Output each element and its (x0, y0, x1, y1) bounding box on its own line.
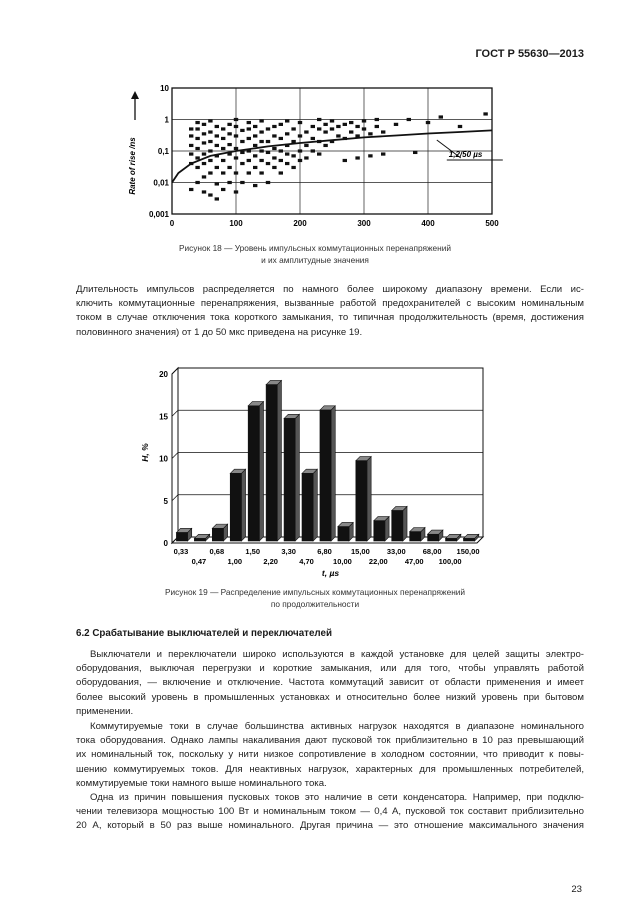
fig19-bar-side (277, 380, 281, 541)
fig18-point (221, 127, 225, 130)
fig19-bar (248, 406, 259, 541)
fig18-point (343, 123, 347, 126)
fig18-point (413, 151, 417, 154)
page-number: 23 (571, 884, 582, 895)
paragraph-1 (76, 283, 584, 340)
fig19-x-tick: 1,00 (227, 557, 243, 566)
fig18-point (259, 140, 263, 143)
fig18-point (317, 152, 321, 155)
fig18-point (234, 171, 238, 174)
fig18-point (317, 127, 321, 130)
fig18-point (227, 123, 231, 126)
fig18-point (362, 119, 366, 122)
p3-line: коммутируемые токи намного выше номинального тока. (76, 777, 327, 789)
fig18-point (298, 149, 302, 152)
fig18-point (227, 166, 231, 169)
fig19-y-tick: 20 (159, 370, 168, 379)
fig18-point (311, 125, 315, 128)
fig18-point (272, 125, 276, 128)
fig19-x-tick: 3,30 (281, 547, 296, 556)
fig18-point (330, 119, 334, 122)
fig18-point (259, 171, 263, 174)
fig18-point (381, 130, 385, 133)
fig18-point (215, 144, 219, 147)
fig18-y-tick: 1 (164, 115, 169, 125)
fig19-bar (320, 410, 331, 541)
fig18-point (215, 125, 219, 128)
fig18-point (355, 125, 359, 128)
fig19-bar (428, 534, 439, 541)
fig18-x-tick: 100 (229, 219, 243, 228)
p3-line: шению коммутируемых токов. Для неактивных нагрузок, характерных для промышленных потребителей, (76, 763, 584, 775)
fig18-point (298, 159, 302, 162)
fig18-curve (172, 130, 492, 182)
fig18-point (253, 166, 257, 169)
p2-line: применении. (76, 705, 134, 717)
fig19-x-tick: 47,00 (404, 557, 424, 566)
fig19-x-tick: 0,33 (173, 547, 189, 556)
fig18-point (311, 149, 315, 152)
fig18-point (285, 119, 289, 122)
fig18-grid (172, 88, 492, 214)
figure-19-chart (130, 358, 500, 580)
fig18-point (323, 144, 327, 147)
fig18-point (234, 190, 238, 193)
fig18-point (362, 127, 366, 130)
fig19-y-tick: 15 (159, 412, 168, 422)
fig18-point (304, 144, 308, 147)
fig19-x-tick: 10,00 (333, 557, 352, 566)
fig18-point (202, 190, 206, 193)
fig19-bar (230, 473, 241, 541)
standard-header: ГОСТ Р 55630—2013 (475, 48, 584, 60)
fig18-point (253, 144, 257, 147)
fig18-point (291, 166, 295, 169)
fig18-point (234, 147, 238, 150)
fig19-bar-side (331, 406, 335, 541)
fig18-point (311, 137, 315, 140)
fig18-point (221, 171, 225, 174)
fig18-x-tick: 0 (169, 219, 175, 228)
fig19-bar (446, 538, 457, 541)
fig18-point (189, 127, 193, 130)
fig19-bar-side (241, 469, 245, 541)
fig18-point (394, 123, 398, 126)
fig18-point (227, 132, 231, 135)
fig18-point (195, 166, 199, 169)
fig18-y-tick: 10 (160, 84, 169, 93)
paragraph-4 (76, 791, 584, 834)
fig18-point (234, 125, 238, 128)
fig18-point (208, 149, 212, 152)
fig19-bar (302, 473, 313, 541)
fig18-point (247, 159, 251, 162)
fig18-point (336, 125, 340, 128)
fig18-point (330, 127, 334, 130)
fig19-bar-side (403, 506, 407, 541)
fig19-x-tick: 1,50 (245, 547, 261, 556)
fig18-point (279, 137, 283, 140)
fig18-curve-line (172, 130, 492, 182)
fig18-point (355, 156, 359, 159)
fig18-point (215, 134, 219, 137)
fig18-point (439, 115, 443, 118)
fig18-point (202, 141, 206, 144)
fig18-point (375, 125, 379, 128)
fig18-point (253, 154, 257, 157)
fig18-point (195, 127, 199, 130)
p1-line: половинного значения) от 1 до 50 мкс приведена на рисунке 19. (76, 326, 363, 338)
fig18-point (208, 140, 212, 143)
fig19-x-tick: 68,00 (422, 547, 442, 556)
figure-18-caption (60, 242, 570, 266)
p3-line: Коммутируемые токи в случае большинства активных нагрузок находятся в диапазоне номинального (90, 721, 584, 732)
p1-line: Длительность импульсов распределяется по намного более широкому диапазону времени. Если ис- (76, 284, 584, 295)
fig19-bar (374, 521, 385, 541)
fig18-point (221, 137, 225, 140)
p3-line: тока оборудования. Однако лампы накаливания дают пусковой ток приблизительно в 10 раз превышающий (76, 735, 584, 747)
fig18-axis-arrowhead (131, 91, 139, 99)
figure-19-caption-line-2: по продолжительности (270, 599, 360, 609)
figure-18-caption-line-2: и их амплитудные значения (261, 255, 369, 265)
fig18-point (202, 162, 206, 165)
fig18-point (202, 132, 206, 135)
fig18-point (304, 156, 308, 159)
fig19-bar-side (367, 457, 371, 541)
p2-line: оборудования, — включение и отключение. Частота коммутаций зависит от области применения и имеет (76, 677, 584, 689)
fig18-point (240, 162, 244, 165)
fig18-point (234, 156, 238, 159)
fig19-x-tick: 0,47 (191, 557, 207, 566)
fig18-point (202, 123, 206, 126)
p2-line: более высокий уровень в промышленных установках и относительно более низкий уровень при бытовом (76, 691, 584, 703)
fig19-y-tick: 10 (159, 454, 168, 464)
fig18-point (215, 182, 219, 185)
fig18-point (279, 149, 283, 152)
fig19-bar-side (295, 414, 299, 541)
fig18-point (202, 152, 206, 155)
fig18-point (272, 134, 276, 137)
paragraph-3 (76, 720, 584, 791)
fig18-point (208, 130, 212, 133)
fig18-points (189, 112, 488, 200)
figure-19-caption (60, 586, 570, 610)
fig18-point (381, 152, 385, 155)
section-heading: 6.2 Срабатывание выключателей и переключателей (76, 628, 332, 639)
fig18-point (272, 166, 276, 169)
fig18-point (221, 188, 225, 191)
fig18-point (195, 121, 199, 124)
fig18-point (240, 140, 244, 143)
fig18-point (221, 147, 225, 150)
fig19-bar-side (259, 402, 263, 541)
fig18-point (253, 184, 257, 187)
fig18-point (253, 125, 257, 128)
fig18-y-tick: 0,1 (157, 147, 169, 156)
fig18-point (208, 171, 212, 174)
fig19-x-tick: 100,00 (438, 557, 462, 566)
fig19-bar (284, 418, 295, 541)
fig18-point (189, 144, 193, 147)
fig18-point (343, 159, 347, 162)
fig18-point (247, 137, 251, 140)
fig19-y-label: H, % (140, 443, 150, 462)
figure-18-caption-line-1: Рисунок 18 — Уровень импульсных коммутационных перенапряжений (178, 243, 452, 253)
fig18-point (291, 127, 295, 130)
fig18-point (317, 118, 321, 121)
p4-line: Одна из причин повышения пусковых токов это наличие в сети конденсатора. Например, при подклю- (90, 792, 584, 803)
fig19-bar (463, 538, 474, 541)
paragraph-2 (76, 648, 584, 719)
figure-18-chart (115, 80, 510, 235)
fig19-y-tick: 0 (163, 539, 168, 548)
fig18-point (279, 171, 283, 174)
fig19-bar (356, 461, 367, 541)
fig18-point (458, 125, 462, 128)
fig18-point (304, 130, 308, 133)
p2-line: Выключатели и переключатели широко используются в каждой установке для целей защиты электро- (90, 649, 584, 660)
fig18-point (234, 118, 238, 121)
fig19-bar (266, 385, 277, 541)
fig18-point (195, 147, 199, 150)
fig18-point (323, 123, 327, 126)
fig18-point (259, 149, 263, 152)
fig18-point (240, 129, 244, 132)
fig19-x-tick: 0,68 (209, 547, 225, 556)
fig18-point (189, 188, 193, 191)
fig19-bar (194, 538, 205, 541)
p1-line: током в случае отключения тока короткого замыкания, то типичная продолжительность (время, достижения (76, 312, 584, 324)
fig18-point (266, 127, 270, 130)
fig18-point (259, 130, 263, 133)
fig19-x-tick: 2,20 (263, 557, 278, 566)
p4-line: 20 А, который в 50 раз выше номинального. Другая причина — это отношение максимального значения (76, 820, 584, 832)
fig18-y-label: Rate of rise /ns (128, 137, 137, 195)
fig19-x-tick: 4,70 (299, 557, 314, 566)
figure-19-caption-line-1: Рисунок 19 — Распределение импульсных коммутационных перенапряжений (164, 587, 466, 597)
fig18-point (221, 159, 225, 162)
fig19-x-tick: 33,00 (386, 547, 406, 556)
fig18-point (247, 171, 251, 174)
fig18-point (375, 118, 379, 121)
fig19-x-tick: 150,00 (456, 547, 480, 556)
fig18-x-tick: 400 (421, 219, 435, 228)
fig18-point (215, 166, 219, 169)
fig18-point (215, 197, 219, 200)
fig18-annotation: 1,2/50 µs (448, 149, 483, 159)
fig18-point (247, 121, 251, 124)
fig18-point (272, 156, 276, 159)
fig18-point (195, 156, 199, 159)
fig19-x-tick: 22,00 (368, 557, 388, 566)
fig18-point (426, 121, 430, 124)
fig18-point (189, 134, 193, 137)
fig18-point (285, 162, 289, 165)
fig18-point (253, 134, 257, 137)
fig18-point (208, 159, 212, 162)
fig19-bar (410, 532, 421, 541)
fig18-point (266, 162, 270, 165)
fig18-point (234, 134, 238, 137)
p4-line: чении телевизора мощностью 100 Вт и номинальным током — 0,4 А, пусковой ток составит приблизительно (76, 806, 584, 818)
fig19-x-tick: 6,80 (317, 547, 332, 556)
fig19-bar (392, 511, 403, 541)
fig18-point (285, 132, 289, 135)
fig18-point (189, 152, 193, 155)
fig18-point (266, 181, 270, 184)
fig18-point (195, 137, 199, 140)
fig18-point (291, 154, 295, 157)
fig18-point (259, 119, 263, 122)
fig18-x-tick: 300 (357, 219, 371, 228)
fig18-point (227, 143, 231, 146)
fig18-point (195, 181, 199, 184)
fig18-y-tick: 0,01 (153, 178, 169, 188)
fig18-point (323, 130, 327, 133)
fig18-point (208, 193, 212, 196)
fig18-point (285, 152, 289, 155)
fig18-point (279, 123, 283, 126)
fig19-x-tick: 15,00 (350, 547, 370, 556)
fig18-point (349, 121, 353, 124)
fig18-point (259, 159, 263, 162)
fig19-x-label: t, µs (321, 568, 340, 578)
fig18-point (240, 151, 244, 154)
fig19-y-tick: 5 (163, 496, 168, 506)
fig18-point (247, 127, 251, 130)
fig18-point (240, 181, 244, 184)
fig18-point (272, 147, 276, 150)
p1-line: ключить коммутационные перенапряжения, вызванные работой предохранителей с высоким номинальным (76, 298, 584, 310)
fig18-point (368, 154, 372, 157)
fig19-bar (338, 527, 349, 541)
fig18-point (298, 134, 302, 137)
fig18-point (202, 175, 206, 178)
fig18-point (266, 151, 270, 154)
fig18-point (266, 140, 270, 143)
fig18-point (279, 159, 283, 162)
fig18-point (336, 134, 340, 137)
fig18-point (349, 130, 353, 133)
fig18-x-tick: 500 (485, 219, 499, 228)
fig18-y-tick: 0,001 (148, 210, 169, 219)
fig19-bar (212, 528, 223, 541)
p2-line: оборудования, выключая перегрузки и короткие замыкания, или для того, чтобы управлять работой (76, 663, 584, 675)
fig18-point (368, 132, 372, 135)
fig19-bar-side (313, 469, 317, 541)
p3-line: их номинальный ток, поскольку у нити низкое сопротивление в холодном состоянии, что приводит к повы- (76, 749, 584, 761)
fig18-point (483, 112, 487, 115)
fig18-point (227, 181, 231, 184)
fig18-point (407, 118, 411, 121)
fig18-point (298, 121, 302, 124)
fig18-point (208, 119, 212, 122)
fig18-labels (128, 84, 503, 228)
fig18-x-tick: 200 (293, 219, 307, 228)
fig19-bar (176, 533, 187, 541)
